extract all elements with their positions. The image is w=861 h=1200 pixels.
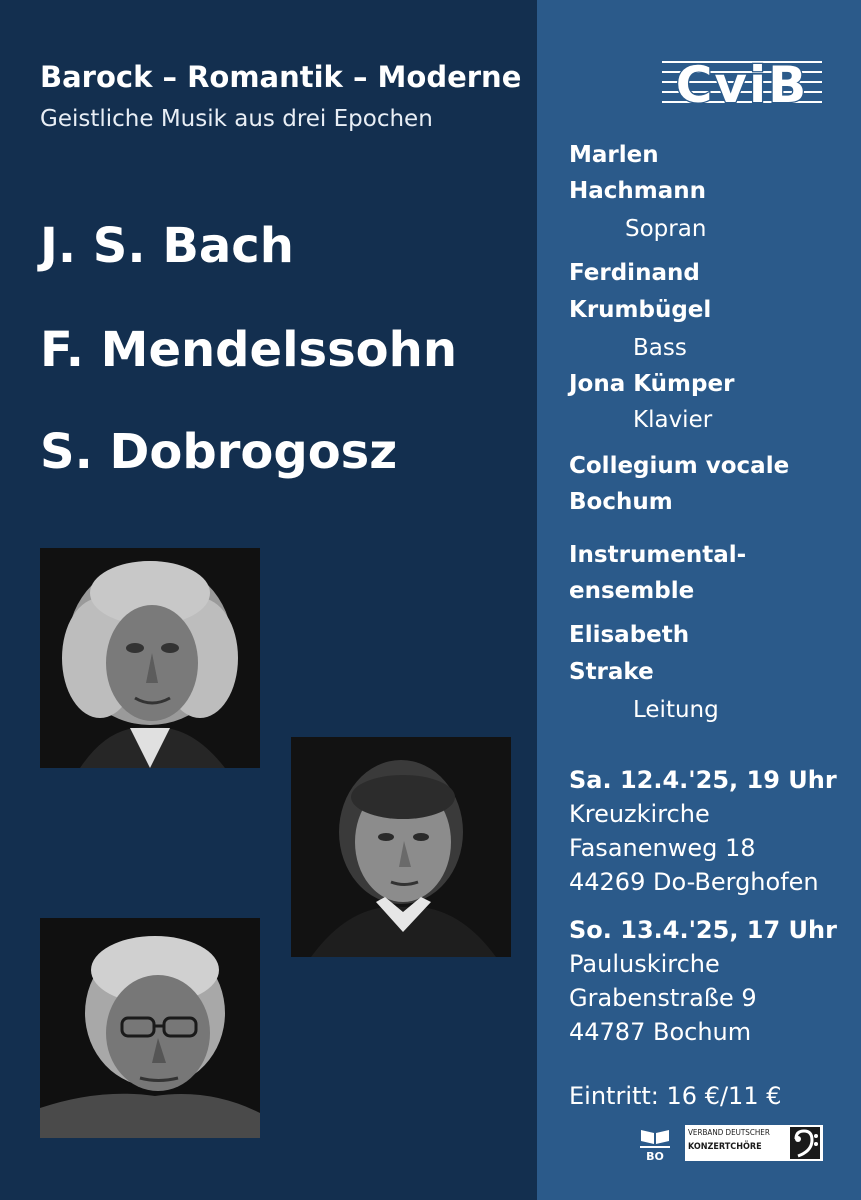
portrait-bach: [40, 548, 260, 768]
performer-name: Strake: [569, 659, 654, 685]
event-date: Sa. 12.4.'25, 19 Uhr: [569, 766, 837, 794]
portrait-mendelssohn: [291, 737, 511, 957]
event-city: 44787 Bochum: [569, 1018, 752, 1046]
performer-name: Instrumental-: [569, 542, 747, 568]
performer-name: Jona Kümper: [569, 371, 735, 397]
performer-name: Marlen: [569, 142, 659, 168]
vdk-logo: [685, 1125, 823, 1161]
event-venue: Kreuzkirche: [569, 800, 710, 828]
event-street: Fasanenweg 18: [569, 834, 756, 862]
poster-title: Barock – Romantik – Moderne: [40, 60, 522, 94]
poster-subtitle: Geistliche Musik aus drei Epochen: [40, 106, 433, 132]
performer-name: Ferdinand: [569, 260, 700, 286]
performer-role: Klavier: [633, 407, 713, 433]
composer-dobrogosz: S. Dobrogosz: [40, 424, 398, 480]
portrait-dobrogosz: [40, 918, 260, 1138]
cvib-logo: [662, 54, 822, 110]
bo-logo: [638, 1126, 672, 1162]
performer-role: Bass: [633, 335, 687, 361]
performer-role: Leitung: [633, 697, 719, 723]
book-icon: [638, 1126, 672, 1162]
performer-name: ensemble: [569, 578, 695, 604]
vdk-line1: VERBAND DEUTSCHER: [688, 1128, 770, 1137]
event-venue: Pauluskirche: [569, 950, 720, 978]
bass-clef-icon: [790, 1127, 820, 1159]
performer-name: Hachmann: [569, 178, 707, 204]
cvib-logo-text: CviB: [675, 56, 809, 110]
performer-name: Elisabeth: [569, 622, 690, 648]
event-city: 44269 Do-Berghofen: [569, 868, 819, 896]
composer-bach: J. S. Bach: [40, 218, 294, 274]
bo-logo-text: BO: [646, 1150, 664, 1162]
event-street: Grabenstraße 9: [569, 984, 757, 1012]
performer-name: Bochum: [569, 489, 673, 515]
performer-role: Sopran: [625, 216, 707, 242]
event-date: So. 13.4.'25, 17 Uhr: [569, 916, 837, 944]
vdk-line2: KONZERTCHÖRE: [688, 1142, 762, 1152]
admission-price: Eintritt: 16 €/11 €: [569, 1082, 782, 1110]
performer-name: Collegium vocale: [569, 453, 790, 479]
composer-mendelssohn: F. Mendelssohn: [40, 322, 457, 378]
performer-name: Krumbügel: [569, 297, 712, 323]
